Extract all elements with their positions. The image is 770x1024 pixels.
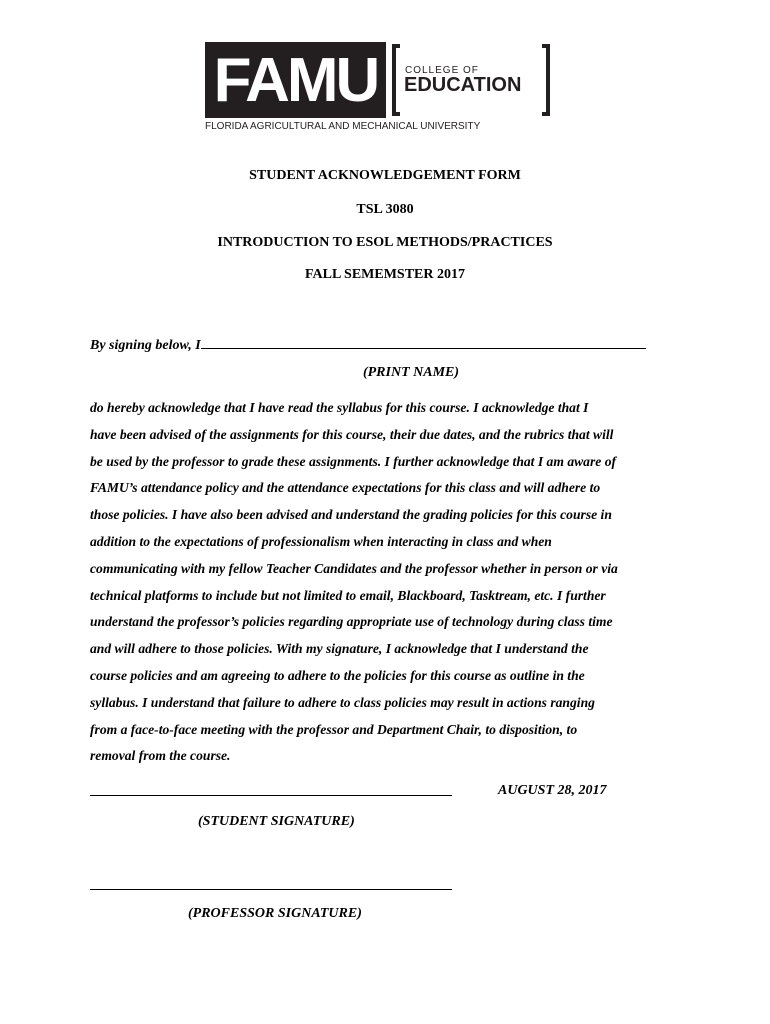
paragraph-line: have been advised of the assignments for this course, their due dates, and the rubrics that will [90, 426, 614, 442]
paragraph-line: syllabus. I understand that failure to adhere to class policies may result in actions ranging [90, 694, 595, 710]
paragraph-line: FAMU’s attendance policy and the attendance expectations for this class and will adhere to [90, 480, 601, 496]
semester: FALL SEMEMSTER 2017 [305, 267, 465, 282]
sign-prefix: By signing below, I [90, 338, 201, 353]
acknowledgement-paragraph [90, 395, 690, 770]
form-title: STUDENT ACKNOWLEDGEMENT FORM [249, 168, 521, 183]
logo-education-text: EDUCATION [404, 74, 522, 96]
paragraph-line: technical platforms to include but not limited to email, Blackboard, Tasktream, etc. I further [90, 587, 606, 603]
paragraph-line: course policies and am agreeing to adhere to the policies for this course as outline in the [90, 667, 585, 683]
paragraph-line: those policies. I have also been advised and understand the grading policies for this course in [90, 507, 612, 523]
logo-dark-box [205, 42, 386, 118]
sign-line [90, 334, 646, 354]
paragraph-line: and will adhere to those policies. With my signature, I acknowledge that I understand the [90, 641, 589, 657]
course-code: TSL 3080 [356, 202, 414, 217]
professor-signature-label: (PROFESSOR SIGNATURE) [188, 906, 362, 921]
print-name-blank[interactable] [201, 334, 646, 349]
print-name-label: (PRINT NAME) [362, 365, 460, 380]
paragraph-line: understand the professor’s policies regarding appropriate use of technology during class time [90, 614, 613, 630]
paragraph-line: from a face-to-face meeting with the professor and Department Chair, to disposition, to [90, 721, 578, 737]
professor-signature-line[interactable] [90, 889, 452, 890]
famu-logo [205, 42, 555, 134]
course-name: INTRODUCTION TO ESOL METHODS/PRACTICES [217, 235, 553, 250]
signature-date: AUGUST 28, 2017 [498, 783, 607, 798]
student-signature-line[interactable] [90, 795, 452, 796]
logo-college-text: COLLEGE OF [405, 65, 479, 76]
paragraph-line: communicating with my fellow Teacher Candidates and the professor whether in person or via [90, 560, 618, 576]
logo-university-text: FLORIDA AGRICULTURAL AND MECHANICAL UNIVERSITY [205, 121, 481, 132]
paragraph-line: addition to the expectations of professionalism when interacting in class and when [90, 533, 552, 549]
paragraph-line: do hereby acknowledge that I have read the syllabus for this course. I acknowledge that I [90, 400, 589, 415]
paragraph-line: be used by the professor to grade these assignments. I further acknowledge that I am aware of [90, 453, 617, 469]
logo-left-bracket [392, 44, 400, 116]
logo-famu-text: FAMU [213, 46, 378, 115]
logo-right-bracket [542, 44, 550, 116]
paragraph-line: removal from the course. [90, 748, 231, 764]
student-signature-label: (STUDENT SIGNATURE) [198, 814, 355, 829]
